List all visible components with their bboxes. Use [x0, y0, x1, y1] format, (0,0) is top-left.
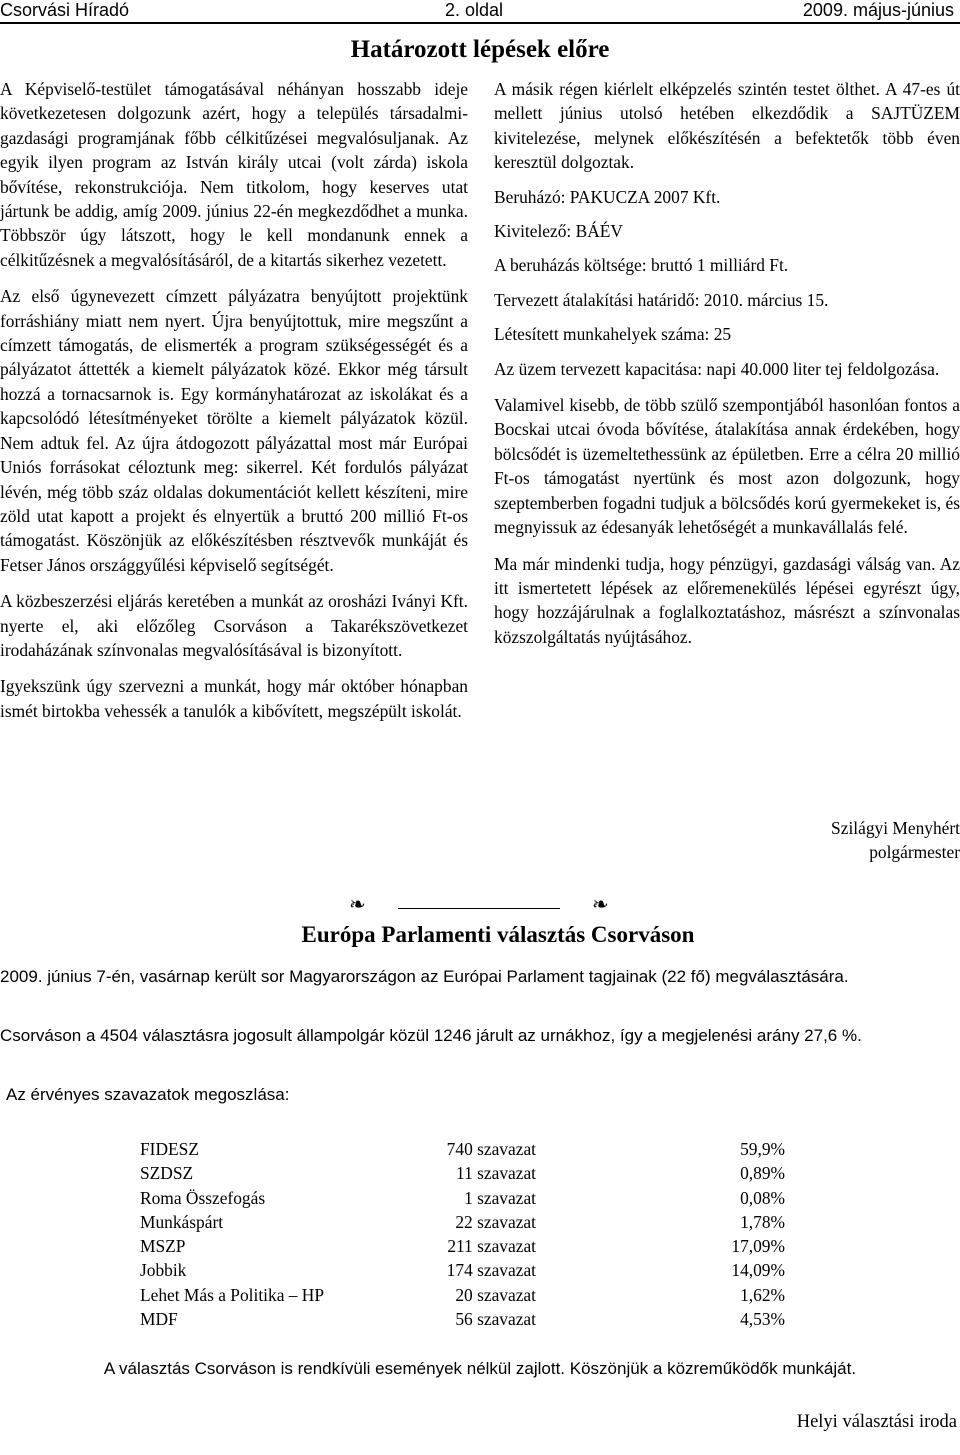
- article-paragraph: A Képviselő-testület támogatásával néhányan hosszabb ideje következetesen dolgozunk azért, hogy a település társadalmi-gazdasági programjának főbb célkitűzései megvalósuljanak. Az egyik ilyen program az István király utcai (volt zárda) iskola bővítése, rekonstrukciója. Nem titkolom, hogy keserves utat jártunk be addig, amíg 2009. június 22-én megkezdődhet a munka. Többször úgy látszott, hogy le kell mondanunk ennek a célkitűzésnek a megvalósításáról, de a kitartás sikerhez vezetett.: [0, 79, 468, 270]
- party-cell: MDF: [140, 1309, 178, 1330]
- fact-deadline: Tervezett átalakítási határidő: 2010. március 15.: [494, 289, 829, 310]
- ornament-left-icon: ❧: [349, 894, 366, 916]
- percent-cell: 17,09%: [731, 1236, 785, 1257]
- percent-cell: 0,08%: [740, 1187, 785, 1208]
- election-paragraph: 2009. június 7-én, vasárnap került sor Magyarországon az Európai Parlament tagjainak (22 fő) megválasztására.: [0, 967, 849, 986]
- votes-cell: 20 szavazat: [455, 1284, 536, 1305]
- table-row: [140, 1210, 785, 1234]
- article-paragraph: Az első úgynevezett címzett pályázatra benyújtott projektünk forráshiány miatt nem nyert. Újra benyújtottuk, mire megszűnt a címzett támogatás, de elismerték a program szükségességét és a pályázatot áttették a kiemelt pályázatok közé. Ekkor még társult hozzá a tornacsarnok is. Egy kormányhatározat az iskolákat és a kapcsolódó létesítményeket törölte a kiemelt pályázatok közül. Nem adtuk fel. Az újra átdogozott pályázattal most már Európai Uniós forrásokat céloztunk meg: sikerrel. Két fordulós pályázat lévén, még több száz oldalas dokumentációt kellett készíteni, mire zöld utat kapott a projekt és elnyertük a bruttó 200 millió Ft-os támogatást. Köszönjük az előkészítésben résztvevők munkáját és Fetser János országgyűlési képviselő segítségét.: [0, 286, 468, 575]
- party-cell: MSZP: [140, 1236, 186, 1257]
- table-row: [140, 1234, 785, 1258]
- article-paragraph: A közbeszerzési eljárás keretében a munkát az orosházi Iványi Kft. nyerte el, aki előzőleg Csorváson a Takarékszövetkezet irodaházának színvonalas megvalósításával is bizonyított.: [0, 591, 468, 660]
- page-number: 2. oldal: [445, 0, 504, 20]
- percent-cell: 14,09%: [731, 1260, 785, 1281]
- table-row: [140, 1307, 785, 1331]
- article-paragraph: A másik régen kiérlelt elképzelés szintén testet ölthet. A 47-es út mellett június utolsó hetében elkezdődik a SAJTÜZEM kivitelezése, melynek előkészítésén a befektetők több éven keresztül dolgoztak.: [494, 79, 960, 173]
- party-cell: Munkáspárt: [140, 1211, 224, 1232]
- table-row: [140, 1283, 785, 1307]
- party-cell: SZDSZ: [140, 1163, 194, 1184]
- header-rule: [0, 22, 960, 24]
- election-paragraph: Csorváson a 4504 választásra jogosult állampolgár közül 1246 járult az urnákhoz, így a megjelenési arány 27,6 %.: [0, 1026, 862, 1045]
- party-cell: Lehet Más a Politika – HP: [140, 1284, 325, 1305]
- signature-title: polgármester: [869, 842, 960, 863]
- article-paragraph: Ma már mindenki tudja, hogy pénzügyi, gazdasági válság van. Az itt ismertetett lépések az előremenekülés lépései egyrészt úgy, hogy hozzájárulnak a foglalkoztatáshoz, másrészt a színvonalas közszolgáltatás nyújtásához.: [494, 553, 960, 647]
- ornament-right-icon: ❧: [592, 894, 609, 916]
- table-row: [140, 1258, 785, 1282]
- results-table: [140, 1137, 785, 1331]
- percent-cell: 59,9%: [740, 1139, 785, 1159]
- fact-jobs: Létesített munkahelyek száma: 25: [494, 324, 732, 345]
- article-title: Határozott lépések előre: [350, 36, 610, 63]
- election-paragraph: Az érvényes szavazatok megoszlása:: [6, 1085, 290, 1104]
- party-cell: Jobbik: [140, 1260, 187, 1281]
- fact-cost: A beruházás költsége: bruttó 1 milliárd Ft.: [494, 255, 789, 276]
- page-header: [0, 0, 960, 22]
- article-left-column: [0, 77, 468, 735]
- fact-capacity: Az üzem tervezett kapacitása: napi 40.000 liter tej feldolgozása.: [494, 358, 940, 379]
- election-title: Európa Parlamenti választás Csorváson: [301, 922, 695, 947]
- percent-cell: 4,53%: [740, 1309, 785, 1330]
- signature: [740, 816, 960, 865]
- signature-name: Szilágyi Menyhért: [831, 818, 960, 838]
- votes-cell: 56 szavazat: [455, 1309, 536, 1330]
- closing-note: A választás Csorváson is rendkívüli események nélkül zajlott. Köszönjük a közreműködők munkáját.: [103, 1359, 857, 1378]
- section-divider: [398, 908, 560, 909]
- fact-investor: Beruházó: PAKUCZA 2007 Kft.: [494, 186, 721, 207]
- article-paragraph: Valamivel kisebb, de több szülő szempontjából hasonlóan fontos a Bocskai utcai óvoda bővítése, átalakítása annak érdekében, hogy bölcsődét is üzemeltethessünk az épületben. Erre a célra 20 millió Ft-os támogatást nyertünk és most azon dolgozunk, hogy szeptemberben fogadni tudjuk a bölcsődés korú gyermekeket is, és megnyissuk az édesanyák lehetőségét a munkavállalás felé.: [494, 395, 960, 538]
- votes-cell: 174 szavazat: [446, 1260, 536, 1281]
- votes-cell: 740 szavazat: [446, 1139, 536, 1159]
- newspaper-name: Csorvási Híradó: [0, 0, 130, 20]
- votes-cell: 11 szavazat: [456, 1163, 536, 1184]
- table-row: [140, 1161, 785, 1185]
- issue-date: 2009. május-június: [802, 0, 954, 20]
- table-row: [140, 1137, 785, 1161]
- votes-cell: 1 szavazat: [464, 1187, 536, 1208]
- votes-cell: 22 szavazat: [455, 1211, 536, 1232]
- percent-cell: 0,89%: [740, 1163, 785, 1184]
- article-right-column: [494, 77, 960, 661]
- article-paragraph: Igyekszünk úgy szervezni a munkát, hogy már október hónapban ismét birtokba vehessék a tanulók a kibővített, megszépült iskolát.: [0, 676, 468, 721]
- votes-cell: 211 szavazat: [447, 1236, 536, 1257]
- office-signature: Helyi választási iroda: [796, 1412, 957, 1432]
- party-cell: Roma Összefogás: [140, 1187, 266, 1208]
- percent-cell: 1,62%: [740, 1284, 785, 1305]
- party-cell: FIDESZ: [140, 1139, 199, 1159]
- fact-contractor: Kivitelező: BÁÉV: [494, 221, 623, 242]
- percent-cell: 1,78%: [740, 1211, 785, 1232]
- table-row: [140, 1186, 785, 1210]
